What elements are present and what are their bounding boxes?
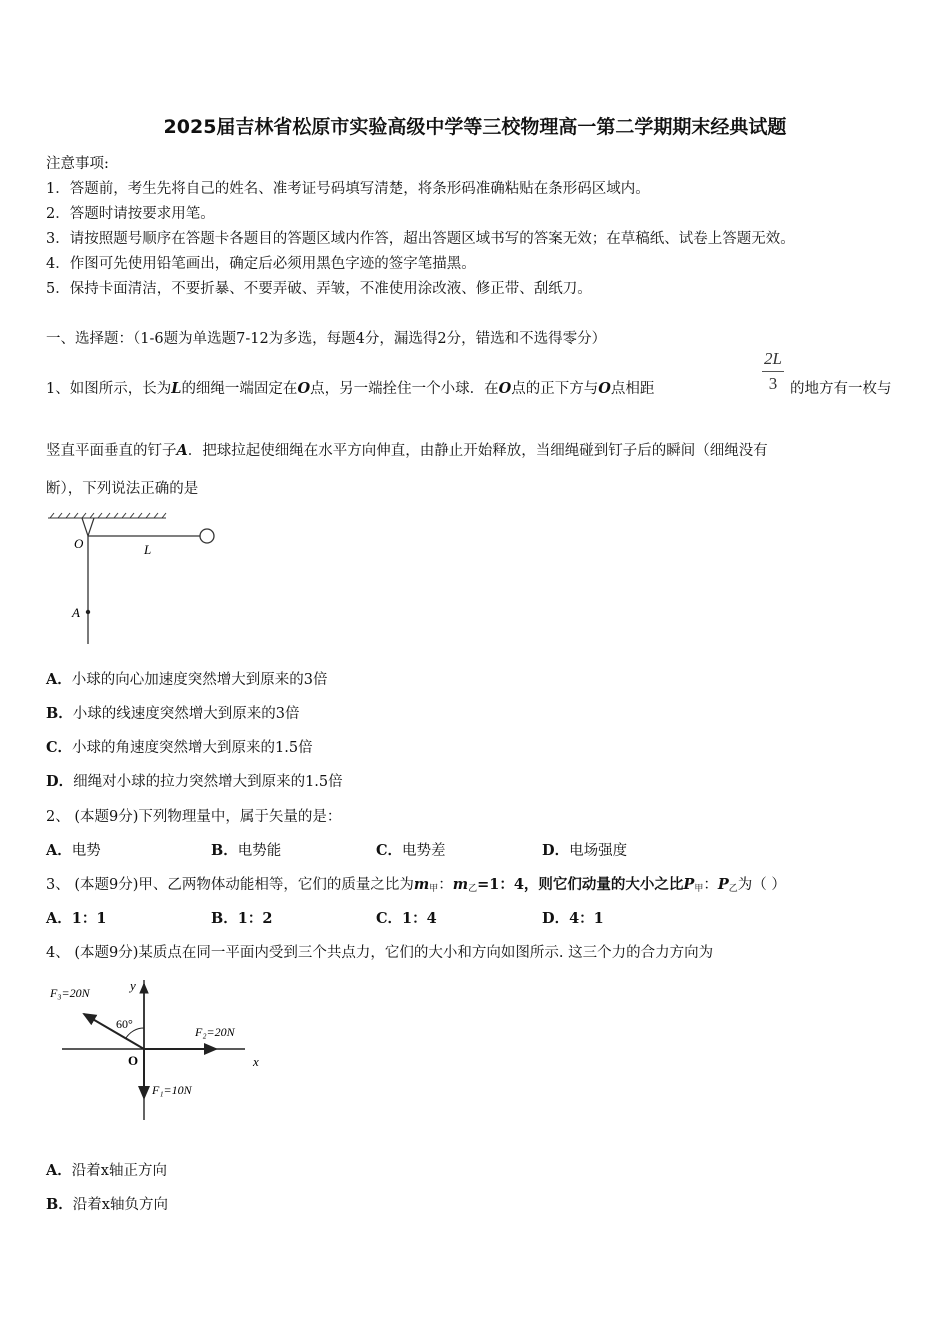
option-letter: A． [46, 1162, 72, 1179]
q1-fraction [760, 350, 786, 393]
option-letter: D． [542, 842, 570, 859]
notice-item-2: 2．答题时请按要求用笔。 [46, 206, 215, 222]
q3-text: 为（ ） [737, 877, 786, 893]
label-origin: O [128, 1053, 139, 1068]
ball [200, 529, 214, 543]
option-text: 小球的角速度突然增大到原来的1.5倍 [72, 740, 313, 756]
q1-stem-line1 [46, 377, 654, 398]
label-angle: 60° [116, 1017, 133, 1031]
q3-text: ： [438, 877, 453, 893]
force-F3-arrow [84, 1014, 144, 1049]
ceiling-hatch [48, 513, 166, 518]
q2-option-a[interactable] [46, 839, 101, 860]
notice-heading: 注意事项: [46, 156, 109, 172]
option-letter: A． [46, 671, 72, 688]
q1-var-O: O [598, 380, 611, 397]
q3-var-m: m [452, 876, 469, 893]
q1-text: 点的正下方与 [511, 381, 599, 397]
q1-figure-pendulum [40, 506, 230, 648]
label-L: L [144, 542, 152, 557]
section-heading: 一、选择题：（1-6题为单选题7-12为多选，每题4分，漏选得2分，错选和不选得零分） [46, 331, 607, 347]
option-letter: D． [542, 910, 570, 927]
q1-text: 1、如图所示，长为 [46, 381, 172, 397]
q1-option-c[interactable] [46, 736, 313, 757]
option-letter: B． [211, 910, 238, 927]
q3-var-P: P [717, 876, 729, 893]
option-letter: C． [46, 739, 73, 756]
option-text: 沿着x轴负方向 [72, 1197, 168, 1213]
q3-option-a[interactable] [46, 907, 106, 928]
q1-option-d[interactable] [46, 770, 343, 791]
option-letter: A． [46, 842, 72, 859]
option-letter: B． [46, 1196, 73, 1213]
q1-var-A: A [176, 442, 188, 459]
option-text: 小球的向心加速度突然增大到原来的3倍 [71, 672, 328, 688]
q3-var-P: P [683, 876, 695, 893]
option-text: 电势差 [402, 843, 446, 859]
q1-text: ．把球拉起使细绳在水平方向伸直，由静止开始释放，当细绳碰到钉子后的瞬间（细绳没有 [187, 443, 768, 459]
option-letter: C． [376, 842, 403, 859]
label-F3: F₃=20N [50, 986, 90, 1000]
fraction-denominator: 3 [768, 374, 778, 393]
label-y: y [130, 978, 136, 993]
option-letter: B． [46, 705, 73, 722]
q1-stem-line2 [46, 439, 768, 460]
q1-option-a[interactable] [46, 668, 328, 689]
option-text: 1：2 [237, 910, 273, 927]
fraction-numerator: 2L [764, 349, 782, 368]
q4-figure-forces [40, 970, 280, 1125]
label-O: O [74, 536, 84, 551]
q1-option-b[interactable] [46, 702, 300, 723]
q1-stem-line3: 断），下列说法正确的是 [46, 481, 199, 497]
q4-stem: 4、 (本题9分)某质点在同一平面内受到三个共点力，它们的大小和方向如图所示. 这三个力的合力方向为 [46, 945, 714, 961]
q3-subscript: 乙 [728, 884, 738, 894]
q3-text: 3、 (本题9分)甲、乙两物体动能相等，它们的质量之比为 [46, 877, 414, 893]
q3-option-b[interactable] [211, 907, 272, 928]
q4-option-b[interactable] [46, 1193, 168, 1214]
notice-item-5: 5．保持卡面清洁，不要折暴、不要弄破、弄皱，不准使用涂改液、修正带、刮纸刀。 [46, 281, 592, 297]
option-text: 1：1 [71, 910, 107, 927]
q3-option-c[interactable] [376, 907, 437, 928]
option-text: 电势 [71, 843, 101, 859]
label-A: A [72, 605, 80, 620]
q1-var-O: O [498, 380, 512, 397]
option-letter: D． [46, 773, 74, 790]
option-text: 电势能 [237, 843, 282, 859]
q1-text: 的细绳一端固定在 [181, 381, 298, 397]
q2-option-c[interactable] [376, 839, 446, 860]
label-x: x [253, 1054, 259, 1069]
q2-option-d[interactable] [542, 839, 627, 860]
q3-text: =1：4，则它们动量的大小之比 [477, 876, 684, 893]
q2-option-b[interactable] [211, 839, 281, 860]
q3-subscript: 甲 [694, 884, 704, 894]
q3-subscript: 甲 [429, 884, 439, 894]
notice-item-3: 3．请按照题号顺序在答题卡各题目的答题区域内作答，超出答题区域书写的答案无效；在草稿纸、试卷上答题无效。 [46, 231, 795, 247]
q3-var-m: m [413, 876, 430, 893]
q3-option-d[interactable] [542, 907, 604, 928]
q4-option-a[interactable] [46, 1159, 167, 1180]
option-letter: C． [376, 910, 403, 927]
q2-stem: 2、 (本题9分)下列物理量中，属于矢量的是： [46, 809, 342, 825]
label-F1: F₁=10N [152, 1083, 192, 1097]
nail [86, 610, 90, 614]
q1-var-O: O [297, 380, 311, 397]
option-letter: B． [211, 842, 238, 859]
option-text: 电场强度 [569, 843, 628, 859]
pivot-support [82, 518, 94, 536]
label-F2: F₂=20N [195, 1025, 235, 1039]
option-text: 沿着x轴正方向 [71, 1163, 167, 1179]
option-text: 小球的线速度突然增大到原来的3倍 [72, 706, 300, 722]
q1-var-L: L [171, 380, 182, 397]
q3-subscript: 乙 [468, 884, 478, 894]
q1-text: 竖直平面垂直的钉子 [46, 443, 177, 459]
q1-text: 点相距 [610, 381, 655, 397]
option-text: 细绳对小球的拉力突然增大到原来的1.5倍 [73, 774, 343, 790]
page-title: 2025届吉林省松原市实验高级中学等三校物理高一第二学期期末经典试题 [163, 116, 787, 138]
fraction-bar [762, 371, 784, 372]
option-text: 4：1 [569, 910, 604, 927]
q3-stem [46, 873, 786, 894]
q3-text: ： [703, 877, 718, 893]
q1-stem-line1-end: 的地方有一枚与 [790, 381, 892, 397]
option-text: 1：4 [402, 910, 437, 927]
q1-text: 点，另一端拴住一个小球．在 [310, 381, 499, 397]
option-letter: A． [46, 910, 72, 927]
notice-item-1: 1．答题前，考生先将自己的姓名、准考证号码填写清楚，将条形码准确粘贴在条形码区域内。 [46, 181, 650, 197]
notice-item-4: 4．作图可先使用铅笔画出，确定后必须用黑色字迹的签字笔描黑。 [46, 256, 476, 272]
